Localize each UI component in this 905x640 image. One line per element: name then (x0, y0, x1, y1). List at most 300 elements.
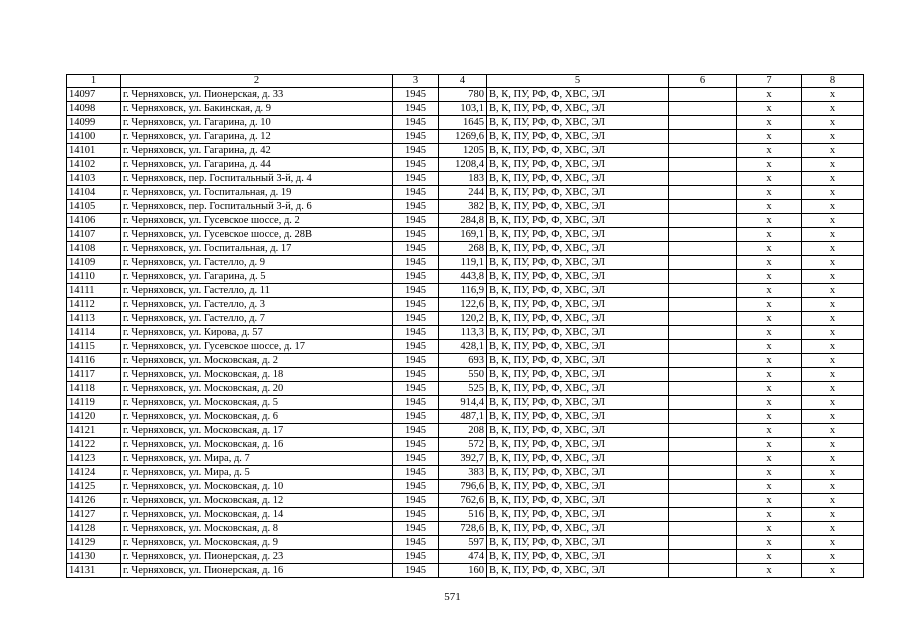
column-7-mark-cell: х (737, 88, 802, 102)
utilities-cell: В, К, ПУ, РФ, Ф, ХВС, ЭЛ (487, 158, 669, 172)
column-header: 6 (669, 75, 737, 88)
table-row (67, 494, 864, 508)
column-7-mark-cell: х (737, 242, 802, 256)
table-row (67, 256, 864, 270)
column-8-mark-cell: х (802, 284, 864, 298)
column-7-mark-cell: х (737, 438, 802, 452)
column-6-cell (669, 102, 737, 116)
record-number-cell: 14107 (67, 228, 121, 242)
build-year-cell: 1945 (393, 214, 439, 228)
column-6-cell (669, 172, 737, 186)
address-cell: г. Черняховск, ул. Пионерская, д. 23 (121, 550, 393, 564)
utilities-cell: В, К, ПУ, РФ, Ф, ХВС, ЭЛ (487, 312, 669, 326)
record-number-cell: 14120 (67, 410, 121, 424)
column-6-cell (669, 396, 737, 410)
column-6-cell (669, 88, 737, 102)
area-cell: 268 (439, 242, 487, 256)
column-7-mark-cell: х (737, 270, 802, 284)
area-cell: 284,8 (439, 214, 487, 228)
build-year-cell: 1945 (393, 298, 439, 312)
area-cell: 392,7 (439, 452, 487, 466)
table-row (67, 284, 864, 298)
table-row (67, 228, 864, 242)
record-number-cell: 14119 (67, 396, 121, 410)
address-cell: г. Черняховск, ул. Гагарина, д. 10 (121, 116, 393, 130)
column-6-cell (669, 480, 737, 494)
column-7-mark-cell: х (737, 256, 802, 270)
column-8-mark-cell: х (802, 368, 864, 382)
column-8-mark-cell: х (802, 242, 864, 256)
area-cell: 525 (439, 382, 487, 396)
address-cell: г. Черняховск, ул. Гагарина, д. 12 (121, 130, 393, 144)
build-year-cell: 1945 (393, 494, 439, 508)
area-cell: 516 (439, 508, 487, 522)
record-number-cell: 14102 (67, 158, 121, 172)
utilities-cell: В, К, ПУ, РФ, Ф, ХВС, ЭЛ (487, 466, 669, 480)
record-number-cell: 14100 (67, 130, 121, 144)
column-6-cell (669, 130, 737, 144)
table-row (67, 144, 864, 158)
area-cell: 728,6 (439, 522, 487, 536)
utilities-cell: В, К, ПУ, РФ, Ф, ХВС, ЭЛ (487, 522, 669, 536)
record-number-cell: 14098 (67, 102, 121, 116)
column-6-cell (669, 536, 737, 550)
column-8-mark-cell: х (802, 438, 864, 452)
build-year-cell: 1945 (393, 130, 439, 144)
column-8-mark-cell: х (802, 410, 864, 424)
record-number-cell: 14108 (67, 242, 121, 256)
utilities-cell: В, К, ПУ, РФ, Ф, ХВС, ЭЛ (487, 508, 669, 522)
table-row (67, 480, 864, 494)
area-cell: 487,1 (439, 410, 487, 424)
column-6-cell (669, 200, 737, 214)
record-number-cell: 14111 (67, 284, 121, 298)
utilities-cell: В, К, ПУ, РФ, Ф, ХВС, ЭЛ (487, 396, 669, 410)
record-number-cell: 14106 (67, 214, 121, 228)
record-number-cell: 14122 (67, 438, 121, 452)
utilities-cell: В, К, ПУ, РФ, Ф, ХВС, ЭЛ (487, 452, 669, 466)
record-number-cell: 14125 (67, 480, 121, 494)
area-cell: 1269,6 (439, 130, 487, 144)
column-8-mark-cell: х (802, 144, 864, 158)
address-cell: г. Черняховск, ул. Гагарина, д. 44 (121, 158, 393, 172)
address-cell: г. Черняховск, ул. Кирова, д. 57 (121, 326, 393, 340)
column-7-mark-cell: х (737, 466, 802, 480)
address-cell: г. Черняховск, ул. Госпитальная, д. 17 (121, 242, 393, 256)
column-6-cell (669, 270, 737, 284)
utilities-cell: В, К, ПУ, РФ, Ф, ХВС, ЭЛ (487, 256, 669, 270)
record-number-cell: 14124 (67, 466, 121, 480)
area-cell: 443,8 (439, 270, 487, 284)
address-cell: г. Черняховск, ул. Московская, д. 9 (121, 536, 393, 550)
column-8-mark-cell: х (802, 522, 864, 536)
column-header: 1 (67, 75, 121, 88)
table-row (67, 88, 864, 102)
utilities-cell: В, К, ПУ, РФ, Ф, ХВС, ЭЛ (487, 284, 669, 298)
column-6-cell (669, 186, 737, 200)
area-cell: 796,6 (439, 480, 487, 494)
column-6-cell (669, 466, 737, 480)
address-cell: г. Черняховск, ул. Московская, д. 20 (121, 382, 393, 396)
table-row (67, 466, 864, 480)
build-year-cell: 1945 (393, 200, 439, 214)
area-cell: 572 (439, 438, 487, 452)
utilities-cell: В, К, ПУ, РФ, Ф, ХВС, ЭЛ (487, 410, 669, 424)
utilities-cell: В, К, ПУ, РФ, Ф, ХВС, ЭЛ (487, 116, 669, 130)
record-number-cell: 14128 (67, 522, 121, 536)
column-7-mark-cell: х (737, 298, 802, 312)
address-cell: г. Черняховск, пер. Госпитальный 3-й, д. 4 (121, 172, 393, 186)
column-7-mark-cell: х (737, 368, 802, 382)
column-8-mark-cell: х (802, 312, 864, 326)
utilities-cell: В, К, ПУ, РФ, Ф, ХВС, ЭЛ (487, 424, 669, 438)
table-row (67, 368, 864, 382)
column-7-mark-cell: х (737, 158, 802, 172)
address-cell: г. Черняховск, ул. Гусевское шоссе, д. 28В (121, 228, 393, 242)
build-year-cell: 1945 (393, 452, 439, 466)
utilities-cell: В, К, ПУ, РФ, Ф, ХВС, ЭЛ (487, 354, 669, 368)
table-row (67, 508, 864, 522)
record-number-cell: 14129 (67, 536, 121, 550)
utilities-cell: В, К, ПУ, РФ, Ф, ХВС, ЭЛ (487, 298, 669, 312)
column-8-mark-cell: х (802, 396, 864, 410)
utilities-cell: В, К, ПУ, РФ, Ф, ХВС, ЭЛ (487, 382, 669, 396)
column-6-cell (669, 410, 737, 424)
area-cell: 474 (439, 550, 487, 564)
column-6-cell (669, 452, 737, 466)
column-7-mark-cell: х (737, 312, 802, 326)
column-8-mark-cell: х (802, 102, 864, 116)
address-cell: г. Черняховск, ул. Гастелло, д. 9 (121, 256, 393, 270)
table-row (67, 312, 864, 326)
record-number-cell: 14103 (67, 172, 121, 186)
column-8-mark-cell: х (802, 200, 864, 214)
table-row (67, 116, 864, 130)
column-6-cell (669, 214, 737, 228)
column-8-mark-cell: х (802, 424, 864, 438)
build-year-cell: 1945 (393, 242, 439, 256)
column-7-mark-cell: х (737, 424, 802, 438)
column-7-mark-cell: х (737, 214, 802, 228)
column-8-mark-cell: х (802, 340, 864, 354)
table-row (67, 536, 864, 550)
column-6-cell (669, 256, 737, 270)
column-7-mark-cell: х (737, 102, 802, 116)
column-8-mark-cell: х (802, 158, 864, 172)
address-cell: г. Черняховск, ул. Гагарина, д. 42 (121, 144, 393, 158)
address-cell: г. Черняховск, ул. Московская, д. 8 (121, 522, 393, 536)
table-row (67, 438, 864, 452)
utilities-cell: В, К, ПУ, РФ, Ф, ХВС, ЭЛ (487, 172, 669, 186)
build-year-cell: 1945 (393, 158, 439, 172)
utilities-cell: В, К, ПУ, РФ, Ф, ХВС, ЭЛ (487, 494, 669, 508)
utilities-cell: В, К, ПУ, РФ, Ф, ХВС, ЭЛ (487, 186, 669, 200)
build-year-cell: 1945 (393, 438, 439, 452)
table-row (67, 410, 864, 424)
table-row (67, 200, 864, 214)
build-year-cell: 1945 (393, 466, 439, 480)
area-cell: 1205 (439, 144, 487, 158)
build-year-cell: 1945 (393, 172, 439, 186)
record-number-cell: 14112 (67, 298, 121, 312)
area-cell: 122,6 (439, 298, 487, 312)
column-header: 7 (737, 75, 802, 88)
column-8-mark-cell: х (802, 214, 864, 228)
column-7-mark-cell: х (737, 340, 802, 354)
column-7-mark-cell: х (737, 396, 802, 410)
address-cell: г. Черняховск, ул. Московская, д. 16 (121, 438, 393, 452)
column-8-mark-cell: х (802, 172, 864, 186)
column-8-mark-cell: х (802, 298, 864, 312)
address-cell: г. Черняховск, ул. Пионерская, д. 33 (121, 88, 393, 102)
record-number-cell: 14104 (67, 186, 121, 200)
table-row (67, 396, 864, 410)
address-cell: г. Черняховск, пер. Госпитальный 3-й, д. 6 (121, 200, 393, 214)
area-cell: 383 (439, 466, 487, 480)
table-row (67, 102, 864, 116)
area-cell: 119,1 (439, 256, 487, 270)
record-number-cell: 14099 (67, 116, 121, 130)
area-cell: 169,1 (439, 228, 487, 242)
utilities-cell: В, К, ПУ, РФ, Ф, ХВС, ЭЛ (487, 438, 669, 452)
column-7-mark-cell: х (737, 130, 802, 144)
area-cell: 120,2 (439, 312, 487, 326)
column-7-mark-cell: х (737, 536, 802, 550)
column-6-cell (669, 144, 737, 158)
address-cell: г. Черняховск, ул. Гастелло, д. 11 (121, 284, 393, 298)
column-8-mark-cell: х (802, 116, 864, 130)
utilities-cell: В, К, ПУ, РФ, Ф, ХВС, ЭЛ (487, 340, 669, 354)
column-7-mark-cell: х (737, 116, 802, 130)
record-number-cell: 14123 (67, 452, 121, 466)
column-6-cell (669, 242, 737, 256)
address-cell: г. Черняховск, ул. Гастелло, д. 3 (121, 298, 393, 312)
column-8-mark-cell: х (802, 186, 864, 200)
utilities-cell: В, К, ПУ, РФ, Ф, ХВС, ЭЛ (487, 536, 669, 550)
record-number-cell: 14097 (67, 88, 121, 102)
record-number-cell: 14131 (67, 564, 121, 578)
record-number-cell: 14110 (67, 270, 121, 284)
column-header: 3 (393, 75, 439, 88)
address-cell: г. Черняховск, ул. Гусевское шоссе, д. 17 (121, 340, 393, 354)
table-row (67, 354, 864, 368)
column-6-cell (669, 522, 737, 536)
column-7-mark-cell: х (737, 410, 802, 424)
column-6-cell (669, 550, 737, 564)
area-cell: 1208,4 (439, 158, 487, 172)
table-row (67, 424, 864, 438)
build-year-cell: 1945 (393, 186, 439, 200)
utilities-cell: В, К, ПУ, РФ, Ф, ХВС, ЭЛ (487, 214, 669, 228)
column-8-mark-cell: х (802, 466, 864, 480)
column-6-cell (669, 298, 737, 312)
column-7-mark-cell: х (737, 480, 802, 494)
column-7-mark-cell: х (737, 494, 802, 508)
column-6-cell (669, 284, 737, 298)
build-year-cell: 1945 (393, 312, 439, 326)
column-7-mark-cell: х (737, 382, 802, 396)
column-8-mark-cell: х (802, 270, 864, 284)
address-cell: г. Черняховск, ул. Гагарина, д. 5 (121, 270, 393, 284)
column-7-mark-cell: х (737, 452, 802, 466)
column-8-mark-cell: х (802, 88, 864, 102)
area-cell: 208 (439, 424, 487, 438)
column-7-mark-cell: х (737, 326, 802, 340)
column-7-mark-cell: х (737, 550, 802, 564)
column-header: 8 (802, 75, 864, 88)
area-cell: 116,9 (439, 284, 487, 298)
table-row (67, 550, 864, 564)
area-cell: 597 (439, 536, 487, 550)
area-cell: 780 (439, 88, 487, 102)
table-row (67, 298, 864, 312)
address-cell: г. Черняховск, ул. Госпитальная, д. 19 (121, 186, 393, 200)
column-header: 2 (121, 75, 393, 88)
build-year-cell: 1945 (393, 144, 439, 158)
build-year-cell: 1945 (393, 340, 439, 354)
table-row (67, 522, 864, 536)
column-8-mark-cell: х (802, 480, 864, 494)
page-number: 571 (444, 591, 461, 603)
record-number-cell: 14109 (67, 256, 121, 270)
table-row (67, 242, 864, 256)
build-year-cell: 1945 (393, 88, 439, 102)
column-8-mark-cell: х (802, 494, 864, 508)
address-cell: г. Черняховск, ул. Гастелло, д. 7 (121, 312, 393, 326)
table-row (67, 186, 864, 200)
utilities-cell: В, К, ПУ, РФ, Ф, ХВС, ЭЛ (487, 102, 669, 116)
build-year-cell: 1945 (393, 564, 439, 578)
table-row (67, 564, 864, 578)
column-6-cell (669, 354, 737, 368)
table-row (67, 172, 864, 186)
column-7-mark-cell: х (737, 172, 802, 186)
column-8-mark-cell: х (802, 452, 864, 466)
column-8-mark-cell: х (802, 228, 864, 242)
utilities-cell: В, К, ПУ, РФ, Ф, ХВС, ЭЛ (487, 242, 669, 256)
utilities-cell: В, К, ПУ, РФ, Ф, ХВС, ЭЛ (487, 480, 669, 494)
area-cell: 103,1 (439, 102, 487, 116)
address-cell: г. Черняховск, ул. Московская, д. 18 (121, 368, 393, 382)
table-body (67, 88, 864, 578)
build-year-cell: 1945 (393, 228, 439, 242)
record-number-cell: 14114 (67, 326, 121, 340)
address-cell: г. Черняховск, ул. Мира, д. 5 (121, 466, 393, 480)
build-year-cell: 1945 (393, 382, 439, 396)
table-row (67, 326, 864, 340)
column-6-cell (669, 158, 737, 172)
column-header: 4 (439, 75, 487, 88)
utilities-cell: В, К, ПУ, РФ, Ф, ХВС, ЭЛ (487, 88, 669, 102)
build-year-cell: 1945 (393, 284, 439, 298)
address-cell: г. Черняховск, ул. Бакинская, д. 9 (121, 102, 393, 116)
table-row (67, 382, 864, 396)
column-8-mark-cell: х (802, 354, 864, 368)
area-cell: 914,4 (439, 396, 487, 410)
column-7-mark-cell: х (737, 522, 802, 536)
record-number-cell: 14121 (67, 424, 121, 438)
address-cell: г. Черняховск, ул. Московская, д. 14 (121, 508, 393, 522)
table-row (67, 452, 864, 466)
column-6-cell (669, 382, 737, 396)
column-8-mark-cell: х (802, 130, 864, 144)
address-cell: г. Черняховск, ул. Московская, д. 2 (121, 354, 393, 368)
build-year-cell: 1945 (393, 480, 439, 494)
column-6-cell (669, 116, 737, 130)
address-cell: г. Черняховск, ул. Московская, д. 17 (121, 424, 393, 438)
build-year-cell: 1945 (393, 116, 439, 130)
build-year-cell: 1945 (393, 550, 439, 564)
table-row (67, 270, 864, 284)
housing-register-table (66, 74, 864, 578)
build-year-cell: 1945 (393, 522, 439, 536)
area-cell: 244 (439, 186, 487, 200)
address-cell: г. Черняховск, ул. Пионерская, д. 16 (121, 564, 393, 578)
area-cell: 693 (439, 354, 487, 368)
table-header-row (67, 75, 864, 88)
column-8-mark-cell: х (802, 256, 864, 270)
address-cell: г. Черняховск, ул. Мира, д. 7 (121, 452, 393, 466)
build-year-cell: 1945 (393, 424, 439, 438)
area-cell: 160 (439, 564, 487, 578)
column-8-mark-cell: х (802, 550, 864, 564)
record-number-cell: 14126 (67, 494, 121, 508)
table-row (67, 214, 864, 228)
build-year-cell: 1945 (393, 368, 439, 382)
record-number-cell: 14105 (67, 200, 121, 214)
build-year-cell: 1945 (393, 396, 439, 410)
column-8-mark-cell: х (802, 326, 864, 340)
area-cell: 550 (439, 368, 487, 382)
record-number-cell: 14130 (67, 550, 121, 564)
column-7-mark-cell: х (737, 354, 802, 368)
column-6-cell (669, 438, 737, 452)
column-6-cell (669, 326, 737, 340)
build-year-cell: 1945 (393, 410, 439, 424)
utilities-cell: В, К, ПУ, РФ, Ф, ХВС, ЭЛ (487, 200, 669, 214)
record-number-cell: 14118 (67, 382, 121, 396)
build-year-cell: 1945 (393, 354, 439, 368)
table-row (67, 158, 864, 172)
column-8-mark-cell: х (802, 382, 864, 396)
utilities-cell: В, К, ПУ, РФ, Ф, ХВС, ЭЛ (487, 130, 669, 144)
record-number-cell: 14117 (67, 368, 121, 382)
address-cell: г. Черняховск, ул. Московская, д. 5 (121, 396, 393, 410)
utilities-cell: В, К, ПУ, РФ, Ф, ХВС, ЭЛ (487, 564, 669, 578)
record-number-cell: 14116 (67, 354, 121, 368)
utilities-cell: В, К, ПУ, РФ, Ф, ХВС, ЭЛ (487, 144, 669, 158)
column-6-cell (669, 494, 737, 508)
column-6-cell (669, 228, 737, 242)
utilities-cell: В, К, ПУ, РФ, Ф, ХВС, ЭЛ (487, 228, 669, 242)
area-cell: 382 (439, 200, 487, 214)
column-7-mark-cell: х (737, 564, 802, 578)
column-6-cell (669, 340, 737, 354)
utilities-cell: В, К, ПУ, РФ, Ф, ХВС, ЭЛ (487, 368, 669, 382)
column-8-mark-cell: х (802, 536, 864, 550)
utilities-cell: В, К, ПУ, РФ, Ф, ХВС, ЭЛ (487, 550, 669, 564)
column-header: 5 (487, 75, 669, 88)
table-row (67, 340, 864, 354)
column-6-cell (669, 368, 737, 382)
column-6-cell (669, 508, 737, 522)
utilities-cell: В, К, ПУ, РФ, Ф, ХВС, ЭЛ (487, 270, 669, 284)
address-cell: г. Черняховск, ул. Московская, д. 12 (121, 494, 393, 508)
column-7-mark-cell: х (737, 186, 802, 200)
area-cell: 762,6 (439, 494, 487, 508)
build-year-cell: 1945 (393, 508, 439, 522)
column-6-cell (669, 312, 737, 326)
